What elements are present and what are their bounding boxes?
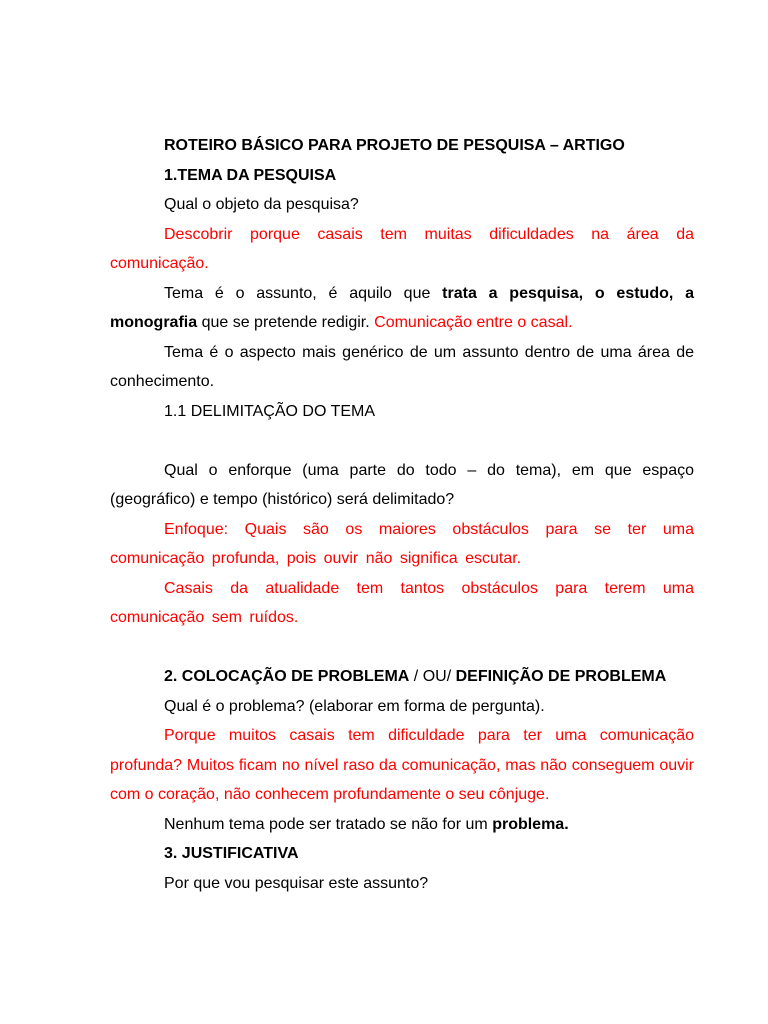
section-3-question: Por que vou pesquisar este assunto? bbox=[164, 874, 429, 892]
blank-line bbox=[110, 426, 694, 456]
section-3-heading: 3. JUSTIFICATIVA bbox=[164, 845, 299, 862]
tema-definition-bold: trata a pesquisa, o estudo, a monografia bbox=[110, 284, 694, 331]
section-1-question: Qual o objeto da pesquisa? bbox=[164, 196, 359, 213]
tema-definition-text: Tema é o assunto, é aquilo que bbox=[164, 284, 443, 302]
section-2-number: 2. bbox=[164, 668, 182, 685]
tema-definition-answer: Comunicação entre o casal. bbox=[374, 314, 573, 331]
section-2-question: Qual é o problema? (elaborar em forma de pergunta). bbox=[164, 697, 545, 715]
section-2-note bbox=[110, 810, 694, 840]
section-1-1-question: Qual o enforque (uma parte do todo – do tema), em que espaço (geográfico) e tempo (histórico) será delimitado? bbox=[110, 461, 694, 508]
tema-definition-text-2: que se pretende redigir. bbox=[197, 314, 375, 331]
section-1-1-answer-1: Enfoque: Quais são os maiores obstáculos para se ter uma comunicação profunda, pois ouvir não significa escutar. bbox=[110, 520, 694, 567]
section-2-heading bbox=[110, 662, 694, 692]
tema-definition bbox=[110, 279, 694, 338]
tema-generic: Tema é o aspecto mais genérico de um assunto dentro de uma área de conhecimento. bbox=[110, 343, 694, 390]
section-1-answer: Descobrir porque casais tem muitas dificuldades na área da comunicação. bbox=[110, 225, 694, 272]
section-2-heading-part-2: DEFINIÇÃO DE PROBLEMA bbox=[455, 668, 667, 685]
section-2-answer: Porque muitos casais tem dificuldade para ter uma comunicação profunda? Muitos ficam no nível raso da comunicação, mas não conseguem ouvir com o coração, não conhecem profundamente o seu cônjuge. bbox=[110, 727, 694, 803]
section-2-note-bold: problema. bbox=[492, 815, 569, 833]
section-1-1-answer-2: Casais da atualidade tem tantos obstáculos para terem uma comunicação sem ruídos. bbox=[110, 579, 694, 626]
document-title: ROTEIRO BÁSICO PARA PROJETO DE PESQUISA – ARTIGO bbox=[164, 137, 625, 154]
document-body bbox=[110, 131, 694, 898]
section-2-note-text: Nenhum tema pode ser tratado se não for um bbox=[164, 815, 493, 833]
blank-line bbox=[110, 633, 694, 663]
section-2-heading-separator: / OU/ bbox=[409, 668, 456, 685]
section-2-heading-part-1: COLOCAÇÃO DE PROBLEMA bbox=[181, 668, 410, 685]
section-1-1-heading: 1.1 DELIMITAÇÃO DO TEMA bbox=[164, 402, 376, 420]
section-1-heading: 1.TEMA DA PESQUISA bbox=[164, 166, 337, 184]
